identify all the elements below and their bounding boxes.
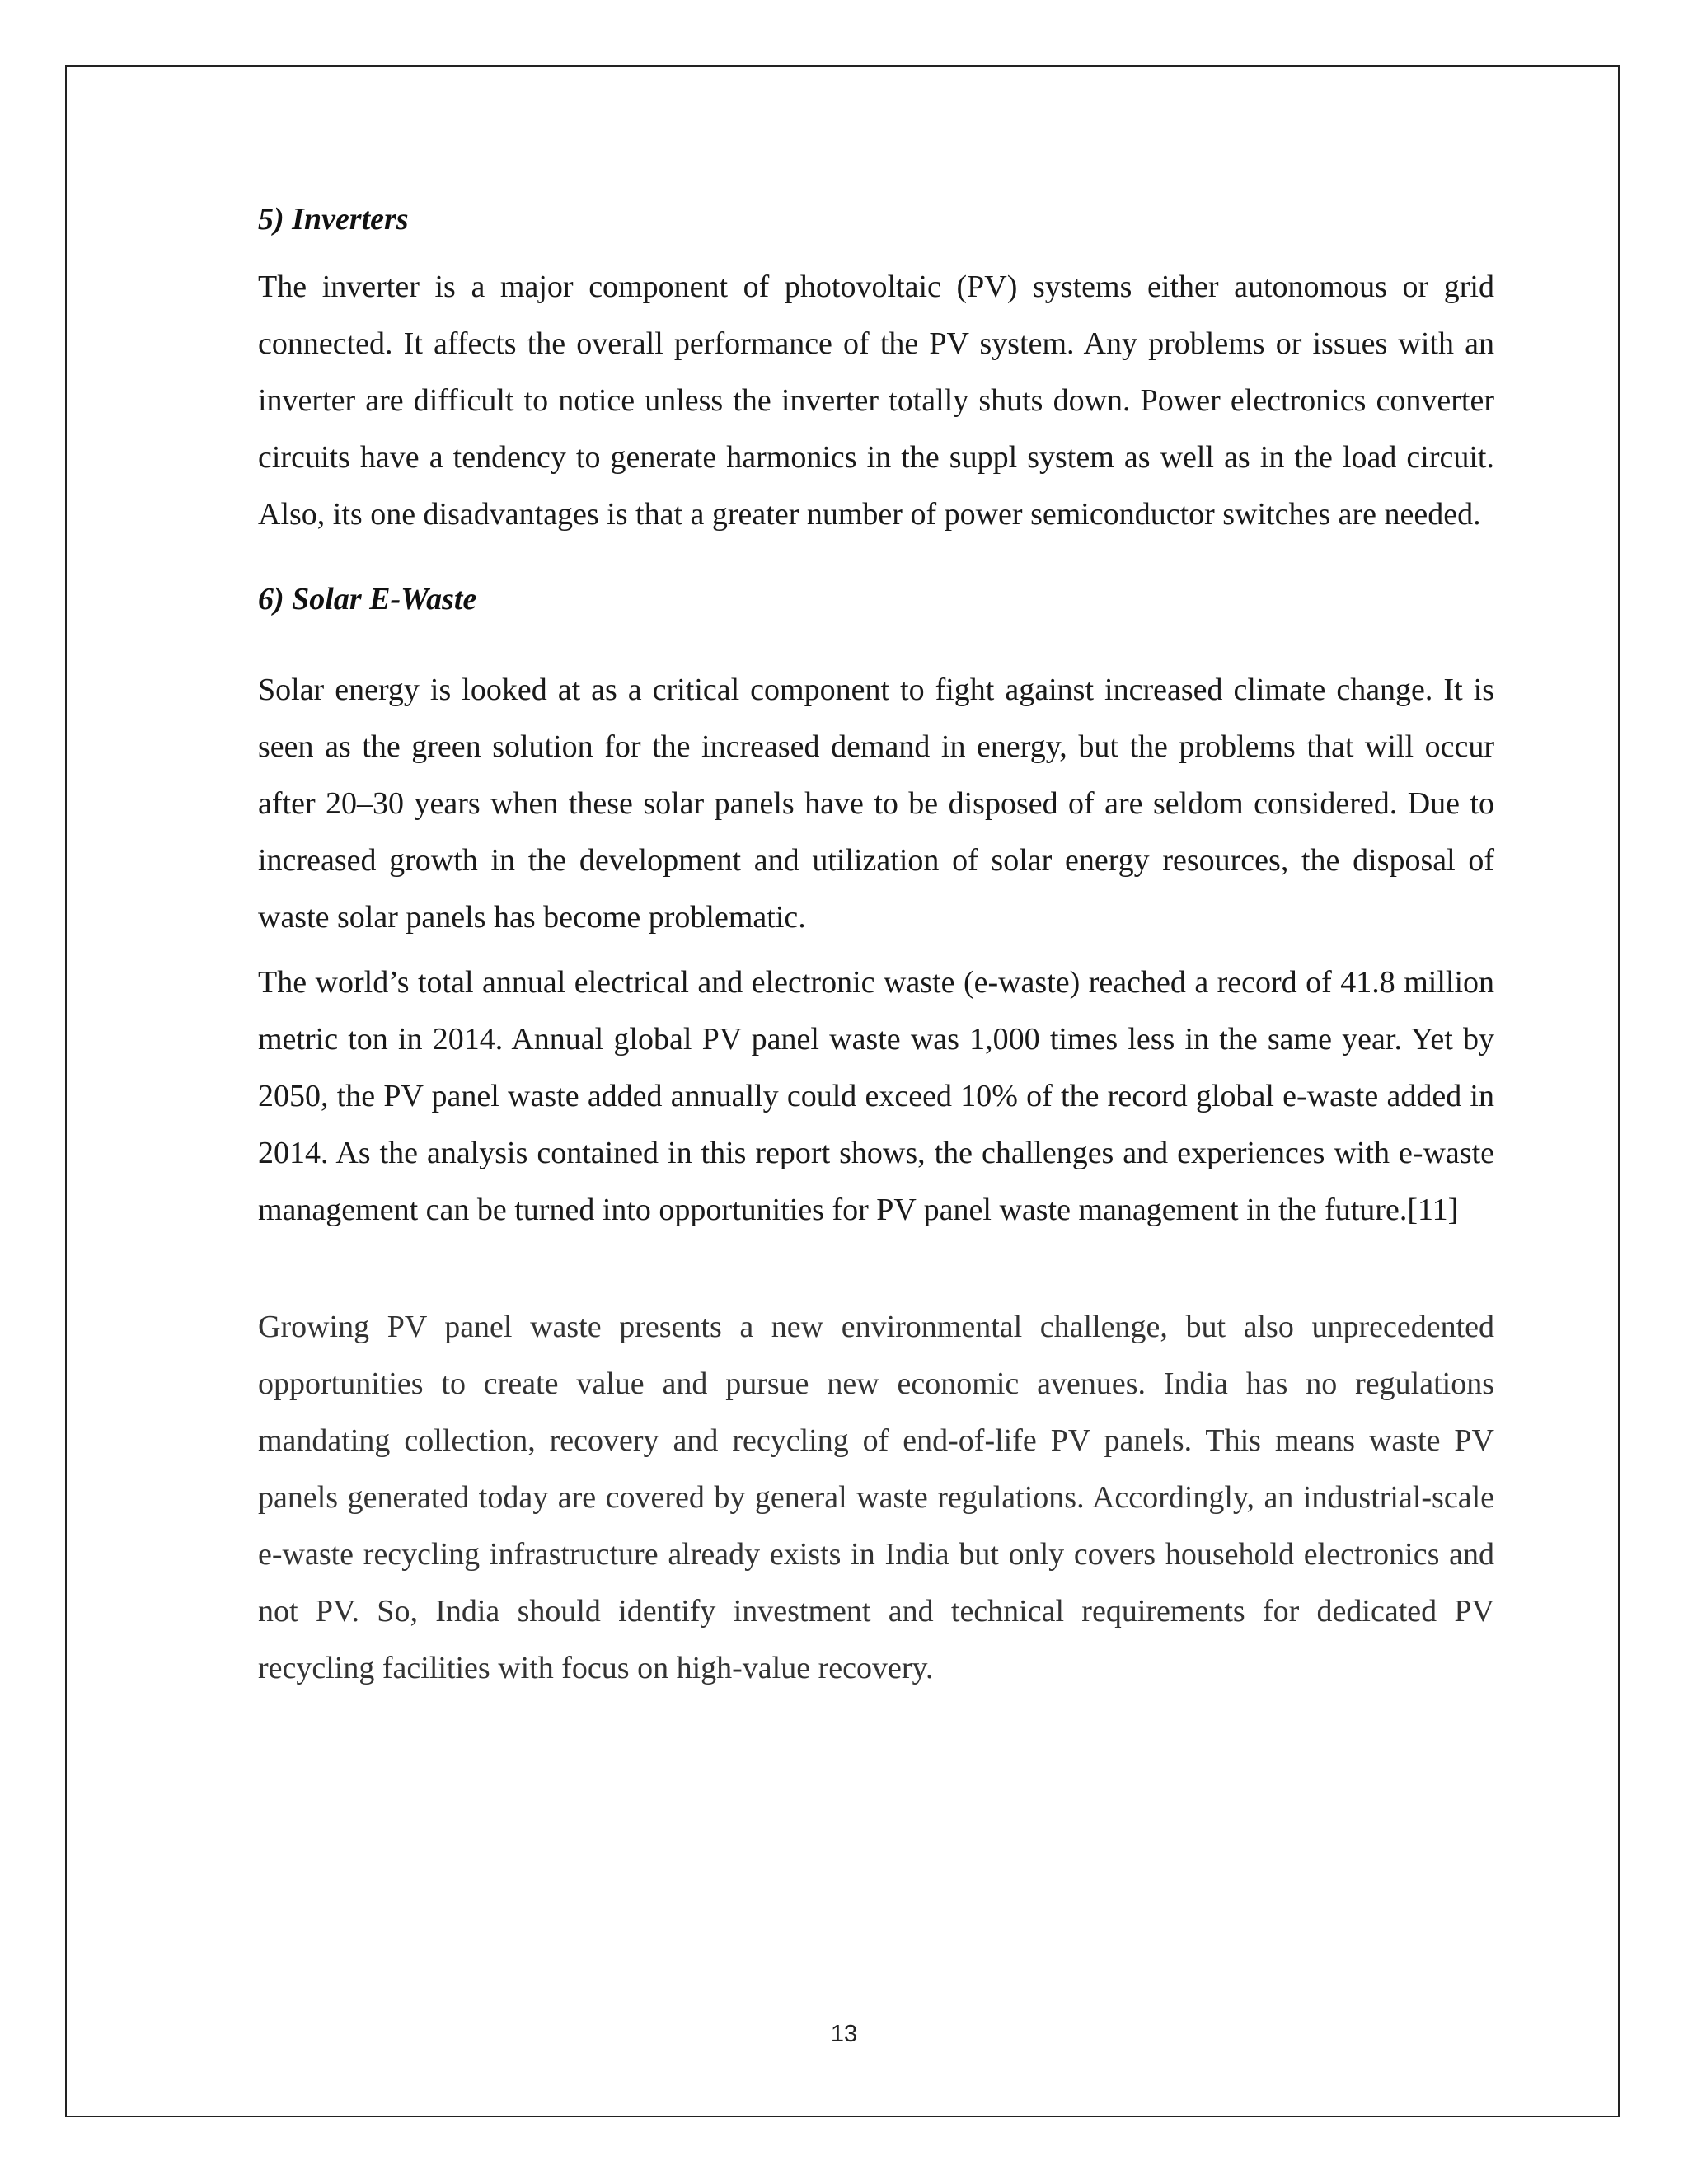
paragraph-e-waste-statistics: The world’s total annual electrical and electronic waste (e-waste) reached a record of 41.8 million metric ton in 2014. Annual global PV panel waste was 1,000 times less in the same year. Yet by 2050, the PV panel waste added annually could exceed 10% of the record global e-waste added in 2014. As the analysis contained in this report shows, the challenges and experiences with e-waste management can be turned into opportunities for PV panel waste management in the future.[11]	[258, 965, 1494, 1227]
paragraph-india-pv-waste: Growing PV panel waste presents a new environmental challenge, but also unprecedented opportunities to create value and pursue new economic avenues. India has no regulations mandating collection, recovery and recycling of end-of-life PV panels. This means waste PV panels generated today are covered by general waste regulations. Accordingly, an industrial-scale e-waste recycling infrastructure already exists in India but only covers household electronics and not PV. So, India should identify investment and technical requirements for dedicated PV recycling facilities with focus on high-value recovery.	[258, 1310, 1494, 1685]
section-heading-solar-e-waste: 6) Solar E-Waste	[258, 582, 477, 616]
section-heading-inverters: 5) Inverters	[258, 202, 409, 237]
paragraph-inverters: The inverter is a major component of photovoltaic (PV) systems either autonomous or grid connected. It affects the overall performance of the PV system. Any problems or issues with an inverter are difficult to notice unless the inverter totally shuts down. Power electronics converter circuits have a tendency to generate harmonics in the suppl system as well as in the load circuit. Also, its one disadvantages is that a greater number of power semiconductor switches are needed.	[258, 269, 1494, 532]
paragraph-solar-energy: Solar energy is looked at as a critical component to fight against increased climate change. It is seen as the green solution for the increased demand in energy, but the problems that will occur after 20–30 years when these solar panels have to be disposed of are seldom considered. Due to increased growth in the development and utilization of solar energy resources, the disposal of waste solar panels has become problematic.	[258, 673, 1494, 935]
page-number: 13	[830, 2021, 858, 2047]
page-content	[258, 183, 1494, 1697]
